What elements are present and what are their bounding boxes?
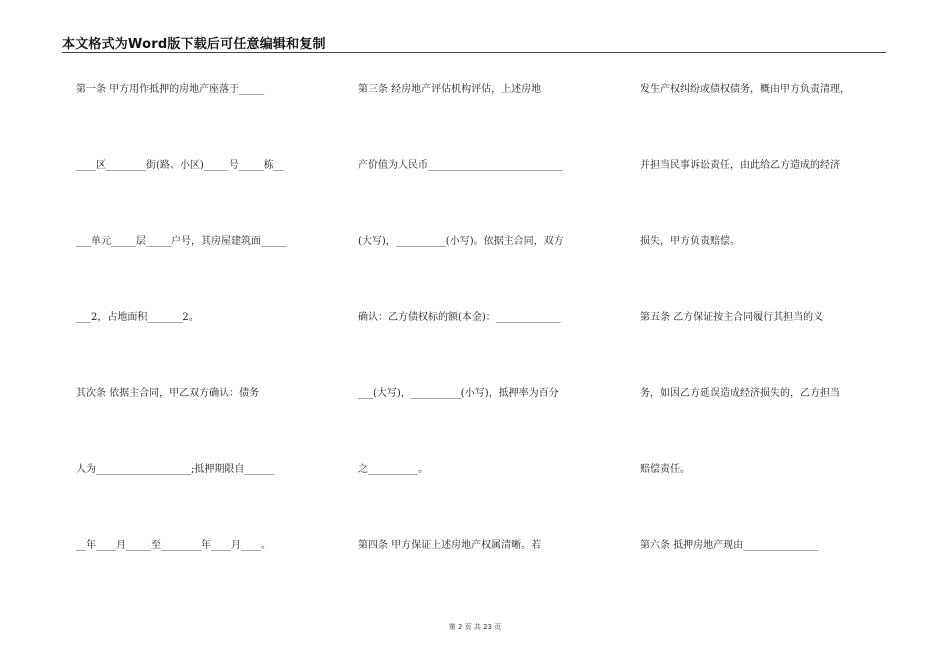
text-line: 赔偿责任。: [640, 464, 690, 475]
text-line: __年____月_____至________年____月____。: [76, 540, 271, 551]
text-line: 产价值为人民币___________________________: [358, 160, 563, 171]
page-number-footer: 第 2 页 共 23 页: [448, 623, 502, 631]
text-line: 其次条 依据主合同，甲乙双方确认：债务: [76, 388, 260, 399]
text-line: 第六条 抵押房地产现由_______________: [640, 540, 819, 551]
text-line: 并担当民事诉讼责任，由此给乙方造成的经济: [640, 160, 840, 171]
text-line: 第四条 甲方保证上述房地产权属清晰。若: [358, 540, 542, 551]
text-line: 之__________。: [358, 464, 428, 475]
text-line: 人为___________________;抵押期限自______: [76, 464, 275, 475]
text-line: 第一条 甲方用作抵押的房地产座落于_____: [76, 84, 265, 95]
text-line: ___2，占地面积_______2。: [76, 312, 199, 323]
text-line: (大写)，__________(小写)。依据主合同，双方: [358, 236, 564, 247]
text-line: ____区________街(路、小区)_____号_____栋__: [76, 160, 284, 171]
text-line: 第五条 乙方保证按主合同履行其担当的义: [640, 312, 824, 323]
text-line: ___(大写)，__________(小写)，抵押率为百分: [358, 388, 559, 399]
text-line: 损失，甲方负责赔偿。: [640, 236, 740, 247]
text-line: 务，如因乙方延误造成经济损失的，乙方担当: [640, 388, 840, 399]
document-header-title: 本文格式为Word版下载后可任意编辑和复制: [62, 37, 326, 52]
text-line: 第三条 经房地产评估机构评估，上述房地: [358, 84, 542, 95]
text-line: ___单元_____层_____户号，其房屋建筑面_____: [76, 236, 286, 247]
text-line: 发生产权纠纷或债权债务，概由甲方负责清理，: [640, 84, 850, 95]
header-divider: [62, 52, 886, 53]
text-line: 确认：乙方债权标的额(本金)：_____________: [358, 312, 561, 323]
